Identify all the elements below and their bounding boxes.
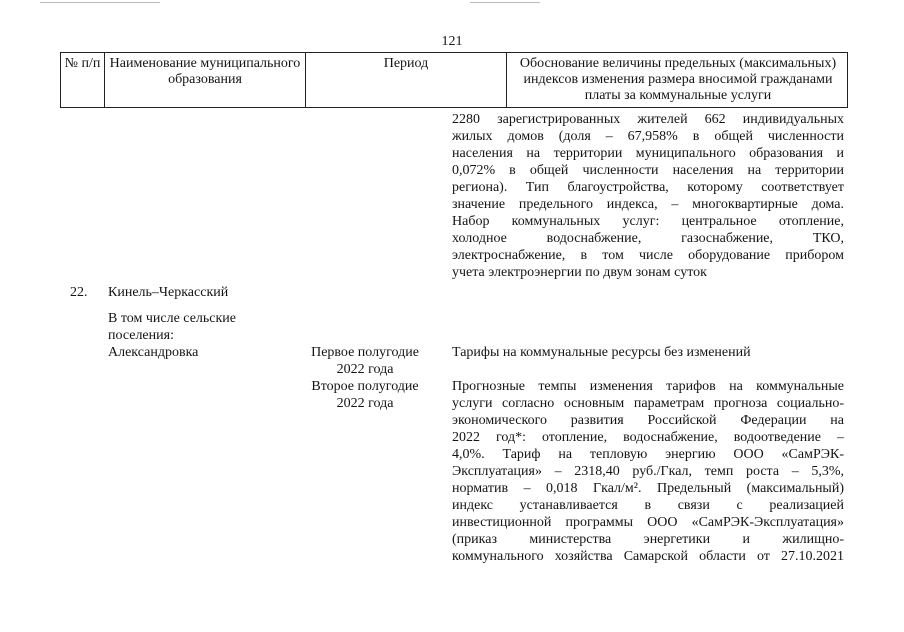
municipality-name: Кинель–Черкасский [108, 285, 229, 300]
period-first-half [300, 344, 430, 378]
period-line: 2022 года [336, 396, 394, 411]
text-line: экономического развития Российской Федерации на [452, 413, 844, 428]
header-col-reason: Обоснование величины предельных (максимальных) индексов изменения размера вносимой гражданами платы за коммунальные услуги [519, 56, 837, 103]
settlement-name: Александровка [108, 345, 199, 360]
text-line: Прогнозные темпы изменения тарифов на коммунальные [452, 379, 844, 394]
text-line: (приказ министерства энергетики и жилищно- [452, 532, 844, 547]
text-line: населения на территории муниципального образования и [452, 146, 844, 161]
text-line: жилых домов (доля – 67,958% в общей численности [452, 129, 844, 144]
text-line: значение предельного индекса, – многоквартирные дома. [452, 197, 844, 212]
reason-first-half: Тарифы на коммунальные ресурсы без изменений [452, 345, 751, 360]
text-line: электроснабжение, в том числе оборудование прибором [452, 248, 844, 263]
table-header [60, 52, 848, 108]
period-line: Второе полугодие [311, 379, 419, 394]
row-number: 22. [70, 285, 88, 300]
header-col-period: Период [306, 53, 507, 107]
rural-settlements-label [108, 310, 288, 344]
rural-label-line: поселения: [108, 328, 174, 343]
text-line: коммунального хозяйства Самарской области от 27.10.2021 [452, 549, 844, 564]
text-line: Эксплуатация» – 2318,40 руб./Гкал, темп роста – 5,3%, [452, 464, 844, 479]
text-line: индекс устанавливается в связи с реализацией [452, 498, 844, 513]
text-line: региона). Тип благоустройства, которому соответствует [452, 180, 844, 195]
text-line: услуги согласно основным параметрам прогноза социально- [452, 396, 844, 411]
text-line: 4,0%. Тариф на тепловую энергию ООО «СамРЭК- [452, 447, 844, 462]
text-line: учета электроэнергии по двум зонам суток [452, 265, 707, 280]
text-line: инвестиционной программы ООО «СамРЭК-Эксплуатация» [452, 515, 844, 530]
page-number: 121 [441, 34, 463, 49]
text-line: Набор коммунальных услуг: центральное отопление, [452, 214, 844, 229]
text-line: 2280 зарегистрированных жителей 662 индивидуальных [452, 112, 844, 127]
period-second-half [300, 378, 430, 412]
rural-label-line: В том числе сельские [108, 311, 237, 326]
text-line: холодное водоснабжение, газоснабжение, ТКО, [452, 231, 844, 246]
scan-mark [470, 2, 540, 3]
reason-second-half [452, 378, 844, 565]
continuation-paragraph [452, 111, 844, 281]
text-line: 0,072% в общей численности населения на территории [452, 163, 844, 178]
text-line: 2022 год*: отопление, водоснабжение, водоотведение – [452, 430, 844, 445]
period-line: Первое полугодие [311, 345, 419, 360]
period-line: 2022 года [336, 362, 394, 377]
text-line: норматив – 0,018 Гкал/м². Предельный (максимальный) [452, 481, 844, 496]
header-col-municipality: Наименование муниципального образования [105, 53, 306, 107]
scan-mark [40, 2, 160, 3]
header-col-number: № п/п [61, 53, 105, 107]
